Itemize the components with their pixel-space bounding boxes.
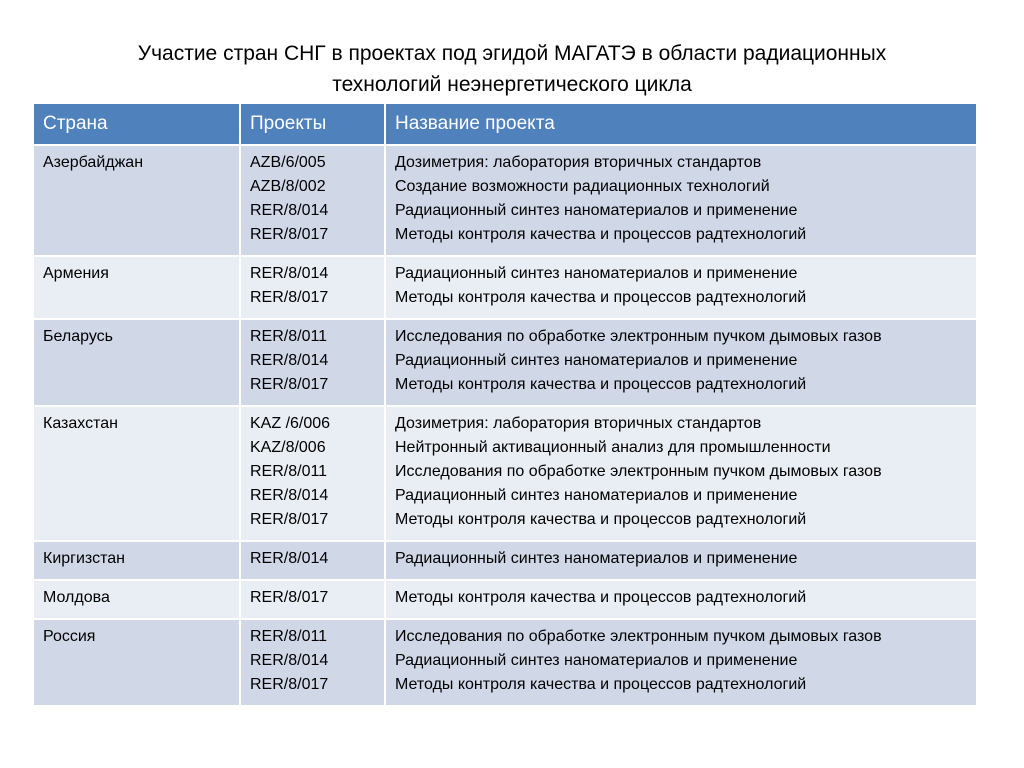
slide-title-line-1: Участие стран СНГ в проектах под эгидой МАГАТЭ в области радиационных: [137, 42, 887, 65]
table-row: [33, 145, 977, 256]
projects-cell: [240, 319, 385, 406]
projects-cell: [240, 406, 385, 541]
project-code: RER/8/017: [250, 289, 329, 306]
country-cell: Беларусь: [33, 319, 240, 406]
projects-cell: [240, 256, 385, 319]
slide-title: [60, 38, 964, 100]
projects-table: [32, 104, 978, 707]
project-code: RER/8/017: [250, 226, 329, 243]
project-names-cell: [385, 145, 977, 256]
project-names-cell: [385, 319, 977, 406]
slide-title-line-2: технологий неэнергетического цикла: [332, 73, 692, 96]
country-cell: Армения: [33, 256, 240, 319]
table-row: [33, 406, 977, 541]
project-code: RER/8/014: [250, 487, 329, 504]
project-name: Методы контроля качества и процессов радтехнологий: [395, 289, 807, 306]
project-name: Исследования по обработке электронным пучком дымовых газов: [395, 328, 882, 345]
header-country: Страна: [33, 104, 240, 145]
table-row: [33, 619, 977, 706]
project-code: KAZ/8/006: [250, 439, 326, 456]
country-cell: Молдова: [33, 580, 240, 619]
table-header-row: [33, 104, 977, 145]
project-name: Радиационный синтез наноматериалов и применение: [395, 550, 798, 567]
project-name: Радиационный синтез наноматериалов и применение: [395, 265, 798, 282]
table-row: [33, 256, 977, 319]
project-name: Дозиметрия: лаборатория вторичных стандартов: [395, 154, 762, 171]
table-row: [33, 541, 977, 580]
country-cell: Киргизстан: [33, 541, 240, 580]
country-cell: Казахстан: [33, 406, 240, 541]
header-project-name: Название проекта: [385, 104, 977, 145]
project-code: RER/8/011: [250, 628, 328, 645]
project-name: Исследования по обработке электронным пучком дымовых газов: [395, 628, 882, 645]
project-names-cell: [385, 619, 977, 706]
project-code: RER/8/017: [250, 676, 329, 693]
project-name: Дозиметрия: лаборатория вторичных стандартов: [395, 415, 762, 432]
project-name: Радиационный синтез наноматериалов и применение: [395, 487, 798, 504]
project-name: Методы контроля качества и процессов радтехнологий: [395, 511, 807, 528]
project-name: Нейтронный активационный анализ для промышленности: [395, 439, 831, 456]
project-names-cell: [385, 580, 977, 619]
project-name: Радиационный синтез наноматериалов и применение: [395, 352, 798, 369]
projects-cell: [240, 541, 385, 580]
projects-cell: [240, 580, 385, 619]
project-name: Исследования по обработке электронным пучком дымовых газов: [395, 463, 882, 480]
table-row: [33, 580, 977, 619]
project-name: Методы контроля качества и процессов радтехнологий: [395, 676, 807, 693]
project-names-cell: [385, 406, 977, 541]
project-code: RER/8/017: [250, 589, 329, 606]
country-cell: Азербайджан: [33, 145, 240, 256]
project-code: KAZ /6/006: [250, 415, 331, 432]
project-name: Радиационный синтез наноматериалов и применение: [395, 652, 798, 669]
project-code: RER/8/017: [250, 376, 329, 393]
project-code: RER/8/014: [250, 265, 329, 282]
project-code: RER/8/014: [250, 202, 329, 219]
project-name: Радиационный синтез наноматериалов и применение: [395, 202, 798, 219]
project-code: AZB/6/005: [250, 154, 326, 171]
project-name: Методы контроля качества и процессов радтехнологий: [395, 226, 807, 243]
project-code: RER/8/017: [250, 511, 329, 528]
project-names-cell: [385, 541, 977, 580]
project-code: RER/8/011: [250, 463, 328, 480]
project-code: RER/8/014: [250, 352, 329, 369]
projects-cell: [240, 619, 385, 706]
project-code: RER/8/014: [250, 652, 329, 669]
table-row: [33, 319, 977, 406]
project-name: Методы контроля качества и процессов радтехнологий: [395, 589, 807, 606]
table-body: [33, 145, 977, 706]
header-projects: Проекты: [240, 104, 385, 145]
project-code: AZB/8/002: [250, 178, 326, 195]
project-name: Методы контроля качества и процессов радтехнологий: [395, 376, 807, 393]
project-code: RER/8/011: [250, 328, 328, 345]
project-name: Создание возможности радиационных технологий: [395, 178, 770, 195]
country-cell: Россия: [33, 619, 240, 706]
project-code: RER/8/014: [250, 550, 329, 567]
projects-cell: [240, 145, 385, 256]
project-names-cell: [385, 256, 977, 319]
